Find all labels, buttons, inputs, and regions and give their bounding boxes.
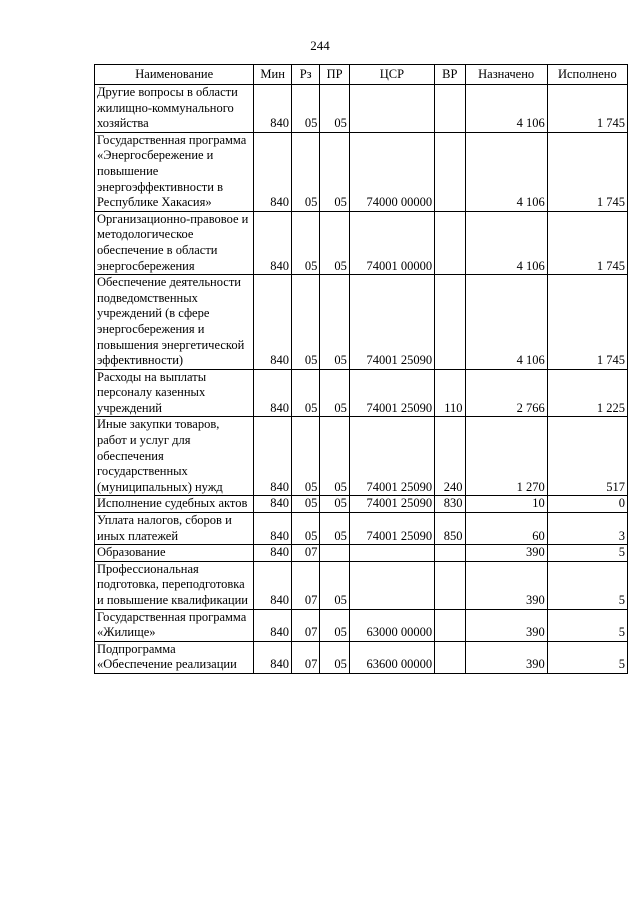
row-pr: 05 (320, 275, 349, 370)
row-assigned: 4 106 (465, 211, 547, 274)
page-number: 244 (310, 38, 330, 53)
row-rz: 05 (291, 417, 319, 496)
column-header-vr: ВР (435, 65, 465, 85)
row-vr: 240 (435, 417, 465, 496)
row-vr (435, 132, 465, 211)
row-csr: 74001 25090 (349, 513, 434, 545)
row-executed: 1 745 (547, 85, 627, 133)
row-name: Организационно-правовое и методологическое обеспечение в области энергосбережения (95, 211, 254, 274)
row-name: Расходы на выплаты персоналу казенных учреждений (95, 369, 254, 417)
row-pr: 05 (320, 609, 349, 641)
row-min: 840 (254, 513, 292, 545)
row-csr: 63600 00000 (349, 641, 434, 673)
table-row (95, 609, 628, 641)
row-name: Государственная программа «Энергосбережение и повышение энергоэффективности в Республике Хакасия» (95, 132, 254, 211)
row-assigned: 60 (465, 513, 547, 545)
column-header-executed: Исполнено (547, 65, 627, 85)
row-rz: 05 (291, 85, 319, 133)
row-name: Подпрограмма «Обеспечение реализации (95, 641, 254, 673)
column-header-assigned: Назначено (465, 65, 547, 85)
row-pr: 05 (320, 85, 349, 133)
row-pr: 05 (320, 369, 349, 417)
row-csr: 74001 00000 (349, 211, 434, 274)
table-row (95, 132, 628, 211)
row-pr: 05 (320, 132, 349, 211)
row-csr (349, 85, 434, 133)
row-name: Уплата налогов, сборов и иных платежей (95, 513, 254, 545)
row-pr (320, 545, 349, 562)
column-header-rz: Рз (291, 65, 319, 85)
row-assigned: 1 270 (465, 417, 547, 496)
row-pr: 05 (320, 211, 349, 274)
row-executed: 5 (547, 641, 627, 673)
table-row (95, 369, 628, 417)
row-rz: 07 (291, 545, 319, 562)
row-vr (435, 641, 465, 673)
row-vr (435, 609, 465, 641)
table-row (95, 641, 628, 673)
row-name: Другие вопросы в области жилищно-коммунального хозяйства (95, 85, 254, 133)
row-csr: 74001 25090 (349, 417, 434, 496)
row-vr (435, 275, 465, 370)
table-row (95, 496, 628, 513)
row-min: 840 (254, 609, 292, 641)
row-executed: 5 (547, 545, 627, 562)
row-executed: 3 (547, 513, 627, 545)
row-assigned: 4 106 (465, 85, 547, 133)
row-min: 840 (254, 211, 292, 274)
table-row (95, 545, 628, 562)
row-assigned: 4 106 (465, 132, 547, 211)
row-executed: 1 225 (547, 369, 627, 417)
row-rz: 07 (291, 561, 319, 609)
row-name: Профессиональная подготовка, переподготовка и повышение квалификации (95, 561, 254, 609)
row-pr: 05 (320, 417, 349, 496)
row-rz: 07 (291, 609, 319, 641)
row-pr: 05 (320, 561, 349, 609)
row-min: 840 (254, 132, 292, 211)
row-min: 840 (254, 85, 292, 133)
row-assigned: 2 766 (465, 369, 547, 417)
row-csr (349, 545, 434, 562)
row-min: 840 (254, 275, 292, 370)
row-executed: 1 745 (547, 211, 627, 274)
row-executed: 517 (547, 417, 627, 496)
table-row (95, 275, 628, 370)
row-pr: 05 (320, 496, 349, 513)
row-rz: 05 (291, 369, 319, 417)
row-vr: 110 (435, 369, 465, 417)
row-assigned: 10 (465, 496, 547, 513)
column-header-pr: ПР (320, 65, 349, 85)
row-executed: 5 (547, 609, 627, 641)
row-name: Исполнение судебных актов (95, 496, 254, 513)
row-name: Обеспечение деятельности подведомственных учреждений (в сфере энергосбережения и повышения энергетической эффективности) (95, 275, 254, 370)
row-vr (435, 545, 465, 562)
row-vr: 830 (435, 496, 465, 513)
row-rz: 05 (291, 275, 319, 370)
row-pr: 05 (320, 513, 349, 545)
row-executed: 0 (547, 496, 627, 513)
table-row (95, 561, 628, 609)
table-row (95, 417, 628, 496)
row-csr: 63000 00000 (349, 609, 434, 641)
row-csr: 74001 25090 (349, 369, 434, 417)
row-vr (435, 85, 465, 133)
row-assigned: 390 (465, 609, 547, 641)
column-header-csr: ЦСР (349, 65, 434, 85)
row-min: 840 (254, 545, 292, 562)
row-min: 840 (254, 496, 292, 513)
row-assigned: 4 106 (465, 275, 547, 370)
row-rz: 07 (291, 641, 319, 673)
table-header-row (95, 65, 628, 85)
table-row (95, 85, 628, 133)
row-min: 840 (254, 417, 292, 496)
table-row (95, 513, 628, 545)
column-header-name: Наименование (95, 65, 254, 85)
row-min: 840 (254, 641, 292, 673)
row-rz: 05 (291, 132, 319, 211)
row-assigned: 390 (465, 561, 547, 609)
row-name: Государственная программа «Жилище» (95, 609, 254, 641)
row-min: 840 (254, 561, 292, 609)
budget-table (94, 64, 628, 674)
column-header-min: Мин (254, 65, 292, 85)
row-vr (435, 561, 465, 609)
row-assigned: 390 (465, 545, 547, 562)
row-min: 840 (254, 369, 292, 417)
row-vr: 850 (435, 513, 465, 545)
row-executed: 1 745 (547, 275, 627, 370)
row-executed: 5 (547, 561, 627, 609)
row-assigned: 390 (465, 641, 547, 673)
row-rz: 05 (291, 513, 319, 545)
table-row (95, 211, 628, 274)
row-csr: 74000 00000 (349, 132, 434, 211)
row-csr (349, 561, 434, 609)
row-pr: 05 (320, 641, 349, 673)
row-csr: 74001 25090 (349, 496, 434, 513)
row-csr: 74001 25090 (349, 275, 434, 370)
row-name: Образование (95, 545, 254, 562)
row-executed: 1 745 (547, 132, 627, 211)
row-name: Иные закупки товаров, работ и услуг для обеспечения государственных (муниципальных) нужд (95, 417, 254, 496)
row-rz: 05 (291, 496, 319, 513)
row-rz: 05 (291, 211, 319, 274)
row-vr (435, 211, 465, 274)
